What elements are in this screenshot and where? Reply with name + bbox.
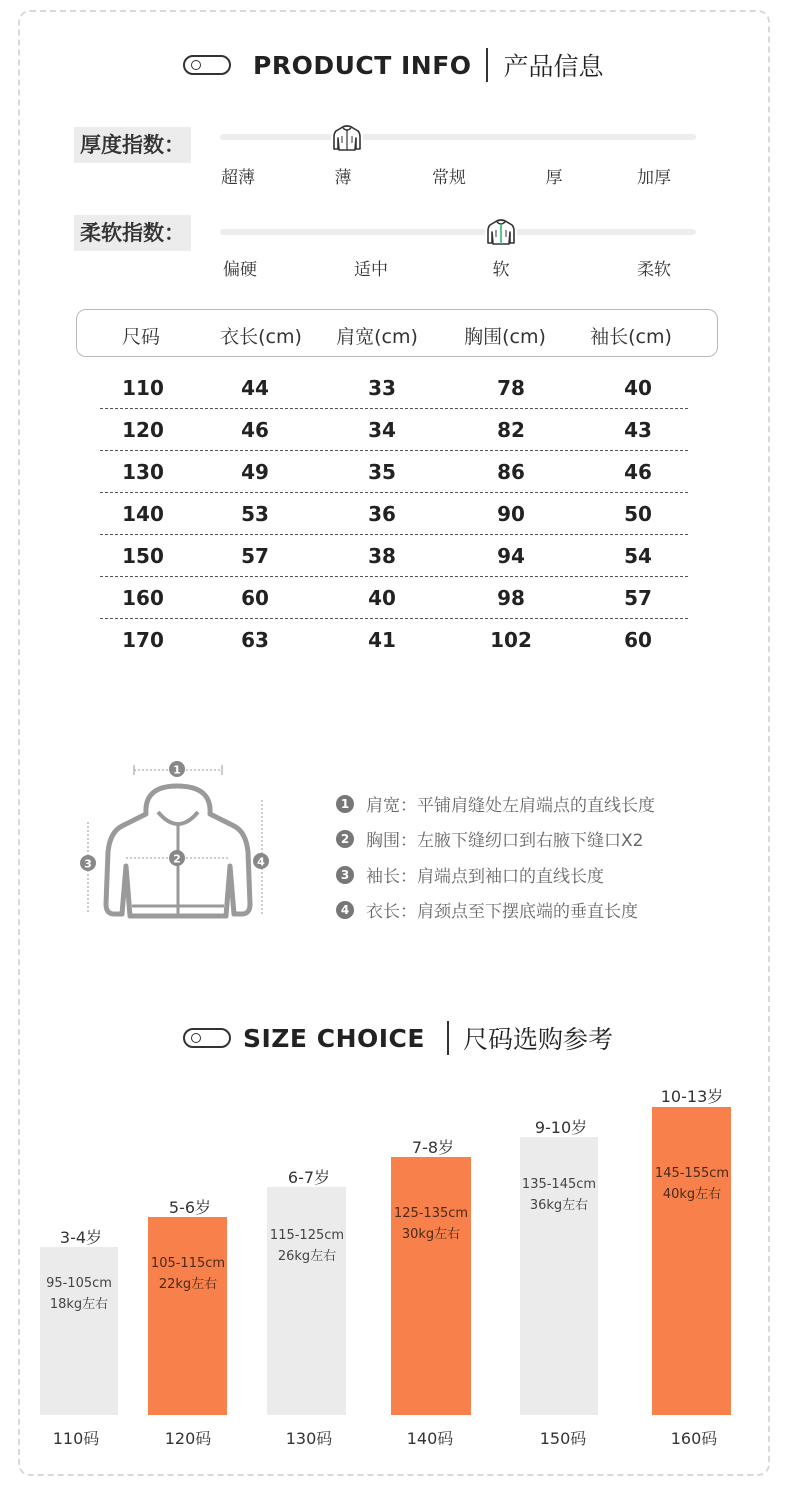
- size-bar-height: 135-145cm: [521, 1177, 597, 1192]
- table-cell: 120: [122, 418, 164, 442]
- table-cell: 63: [241, 628, 269, 652]
- thickness-track: [220, 134, 696, 140]
- size-choice-title-en: SIZE CHOICE: [243, 1023, 425, 1053]
- table-cell: 44: [241, 376, 269, 400]
- softness-option: 偏硬: [223, 260, 257, 280]
- product-info-title-en: PRODUCT INFO: [253, 50, 472, 80]
- size-bar-age: 5-6岁: [168, 1198, 212, 1217]
- table-cell: 57: [624, 586, 652, 610]
- number-badge: 2: [336, 830, 354, 848]
- table-cell: 36: [368, 502, 396, 526]
- size-header-cell: 衣长(cm): [220, 326, 302, 348]
- size-bar-age: 6-7岁: [287, 1168, 331, 1187]
- title-divider: [447, 1021, 449, 1055]
- measure-label: 衣长：: [366, 902, 417, 922]
- measure-label: 肩宽：: [366, 796, 417, 816]
- product-info-title-cn: 产品信息: [503, 52, 604, 81]
- measure-label: 袖长：: [366, 867, 417, 887]
- size-bar: [652, 1107, 731, 1415]
- table-cell: 98: [497, 586, 525, 610]
- size-bar-height: 105-115cm: [150, 1256, 226, 1271]
- table-cell: 40: [368, 586, 396, 610]
- table-cell: 50: [624, 502, 652, 526]
- diagram-number: 2: [173, 852, 181, 866]
- size-bar-code: 150码: [539, 1429, 587, 1448]
- table-cell: 160: [122, 586, 164, 610]
- size-bar-weight: 36kg左右: [529, 1198, 589, 1213]
- table-cell: 46: [624, 460, 652, 484]
- size-bar-code: 130码: [285, 1429, 333, 1448]
- measure-desc: 肩端点到袖口的直线长度: [417, 867, 604, 887]
- size-bar-height: 125-135cm: [393, 1206, 469, 1221]
- table-cell: 35: [368, 460, 396, 484]
- size-header-cell: 尺码: [121, 326, 160, 348]
- number-badge: 4: [336, 901, 354, 919]
- size-bar-age: 10-13岁: [660, 1087, 724, 1106]
- softness-label: 柔软指数：: [74, 215, 191, 251]
- table-cell: 33: [368, 376, 396, 400]
- table-cell: 60: [624, 628, 652, 652]
- table-cell: 102: [490, 628, 532, 652]
- diagram-number: 3: [84, 857, 92, 871]
- size-bar-height: 145-155cm: [654, 1166, 730, 1181]
- table-cell: 41: [368, 628, 396, 652]
- softness-option: 软: [492, 260, 510, 280]
- table-row: [100, 367, 688, 409]
- thickness-option: 薄: [334, 168, 352, 188]
- measure-label: 胸围：: [366, 831, 417, 851]
- size-bar-height: 95-105cm: [46, 1276, 112, 1291]
- product-info-header: [183, 47, 604, 83]
- measure-legend-item: [336, 897, 638, 922]
- size-bar-age: 3-4岁: [59, 1228, 103, 1247]
- table-cell: 49: [241, 460, 269, 484]
- size-bar-weight: 26kg左右: [277, 1249, 337, 1264]
- table-cell: 78: [497, 376, 525, 400]
- measure-desc: 左腋下缝纫口到右腋下缝口X2: [417, 831, 644, 851]
- table-cell: 94: [497, 544, 525, 568]
- toggle-pill-icon: [183, 55, 231, 75]
- diagram-number: 4: [257, 855, 265, 869]
- size-bar-code: 140码: [406, 1429, 454, 1448]
- size-bar-weight: 30kg左右: [401, 1227, 461, 1242]
- size-bar-code: 110码: [52, 1429, 100, 1448]
- size-choice-title-cn: 尺码选购参考: [462, 1025, 613, 1054]
- table-cell: 90: [497, 502, 525, 526]
- size-header-cell: 胸围(cm): [464, 326, 546, 348]
- diagram-number: 1: [173, 763, 181, 777]
- size-bar-height: 115-125cm: [269, 1228, 345, 1243]
- size-bar-code: 120码: [164, 1429, 212, 1448]
- table-row: [100, 451, 688, 493]
- size-bar-weight: 18kg左右: [49, 1297, 109, 1312]
- number-badge: 3: [336, 866, 354, 884]
- size-bar: [391, 1157, 471, 1415]
- size-bar-code: 160码: [670, 1429, 718, 1448]
- measure-desc: 平铺肩缝处左肩端点的直线长度: [417, 796, 655, 816]
- measure-desc: 肩颈点至下摆底端的垂直长度: [417, 902, 638, 922]
- table-cell: 57: [241, 544, 269, 568]
- softness-option: 柔软: [637, 260, 671, 280]
- thickness-option: 厚: [545, 168, 563, 188]
- table-row: [100, 577, 688, 619]
- thickness-option: 常规: [432, 168, 466, 188]
- measure-legend-item: [336, 791, 655, 816]
- table-cell: 34: [368, 418, 396, 442]
- table-cell: 170: [122, 628, 164, 652]
- number-badge: 1: [336, 795, 354, 813]
- thickness-option: 加厚: [637, 168, 671, 188]
- size-bar: [267, 1187, 346, 1415]
- table-cell: 110: [122, 376, 164, 400]
- table-cell: 60: [241, 586, 269, 610]
- size-bar: [148, 1217, 227, 1415]
- table-cell: 53: [241, 502, 269, 526]
- jacket-marker-icon: [484, 215, 518, 249]
- measure-legend-item: [336, 826, 643, 851]
- table-cell: 43: [624, 418, 652, 442]
- table-row: [100, 493, 688, 535]
- softness-track: [220, 229, 696, 235]
- table-cell: 86: [497, 460, 525, 484]
- size-table-header: [76, 309, 718, 357]
- size-bar-age: 9-10岁: [534, 1118, 588, 1137]
- thickness-label: 厚度指数：: [74, 127, 191, 163]
- size-bar-age: 7-8岁: [411, 1138, 455, 1157]
- table-row: [100, 619, 688, 661]
- size-header-cell: 肩宽(cm): [336, 326, 418, 348]
- table-row: [100, 409, 688, 451]
- table-row: [100, 535, 688, 577]
- table-cell: 140: [122, 502, 164, 526]
- table-cell: 38: [368, 544, 396, 568]
- title-divider: [486, 48, 488, 82]
- size-choice-header: [183, 1020, 613, 1056]
- measure-legend-item: [336, 862, 604, 887]
- jacket-measure-diagram: [74, 756, 274, 926]
- table-cell: 150: [122, 544, 164, 568]
- table-cell: 54: [624, 544, 652, 568]
- size-bar-weight: 22kg左右: [158, 1277, 218, 1292]
- table-cell: 46: [241, 418, 269, 442]
- softness-option: 适中: [354, 260, 388, 280]
- size-header-cell: 袖长(cm): [590, 326, 672, 348]
- toggle-pill-icon: [183, 1028, 231, 1048]
- table-cell: 130: [122, 460, 164, 484]
- thickness-option: 超薄: [221, 168, 255, 188]
- table-cell: 40: [624, 376, 652, 400]
- size-bar-weight: 40kg左右: [662, 1187, 722, 1202]
- jacket-marker-icon: [330, 121, 364, 155]
- table-cell: 82: [497, 418, 525, 442]
